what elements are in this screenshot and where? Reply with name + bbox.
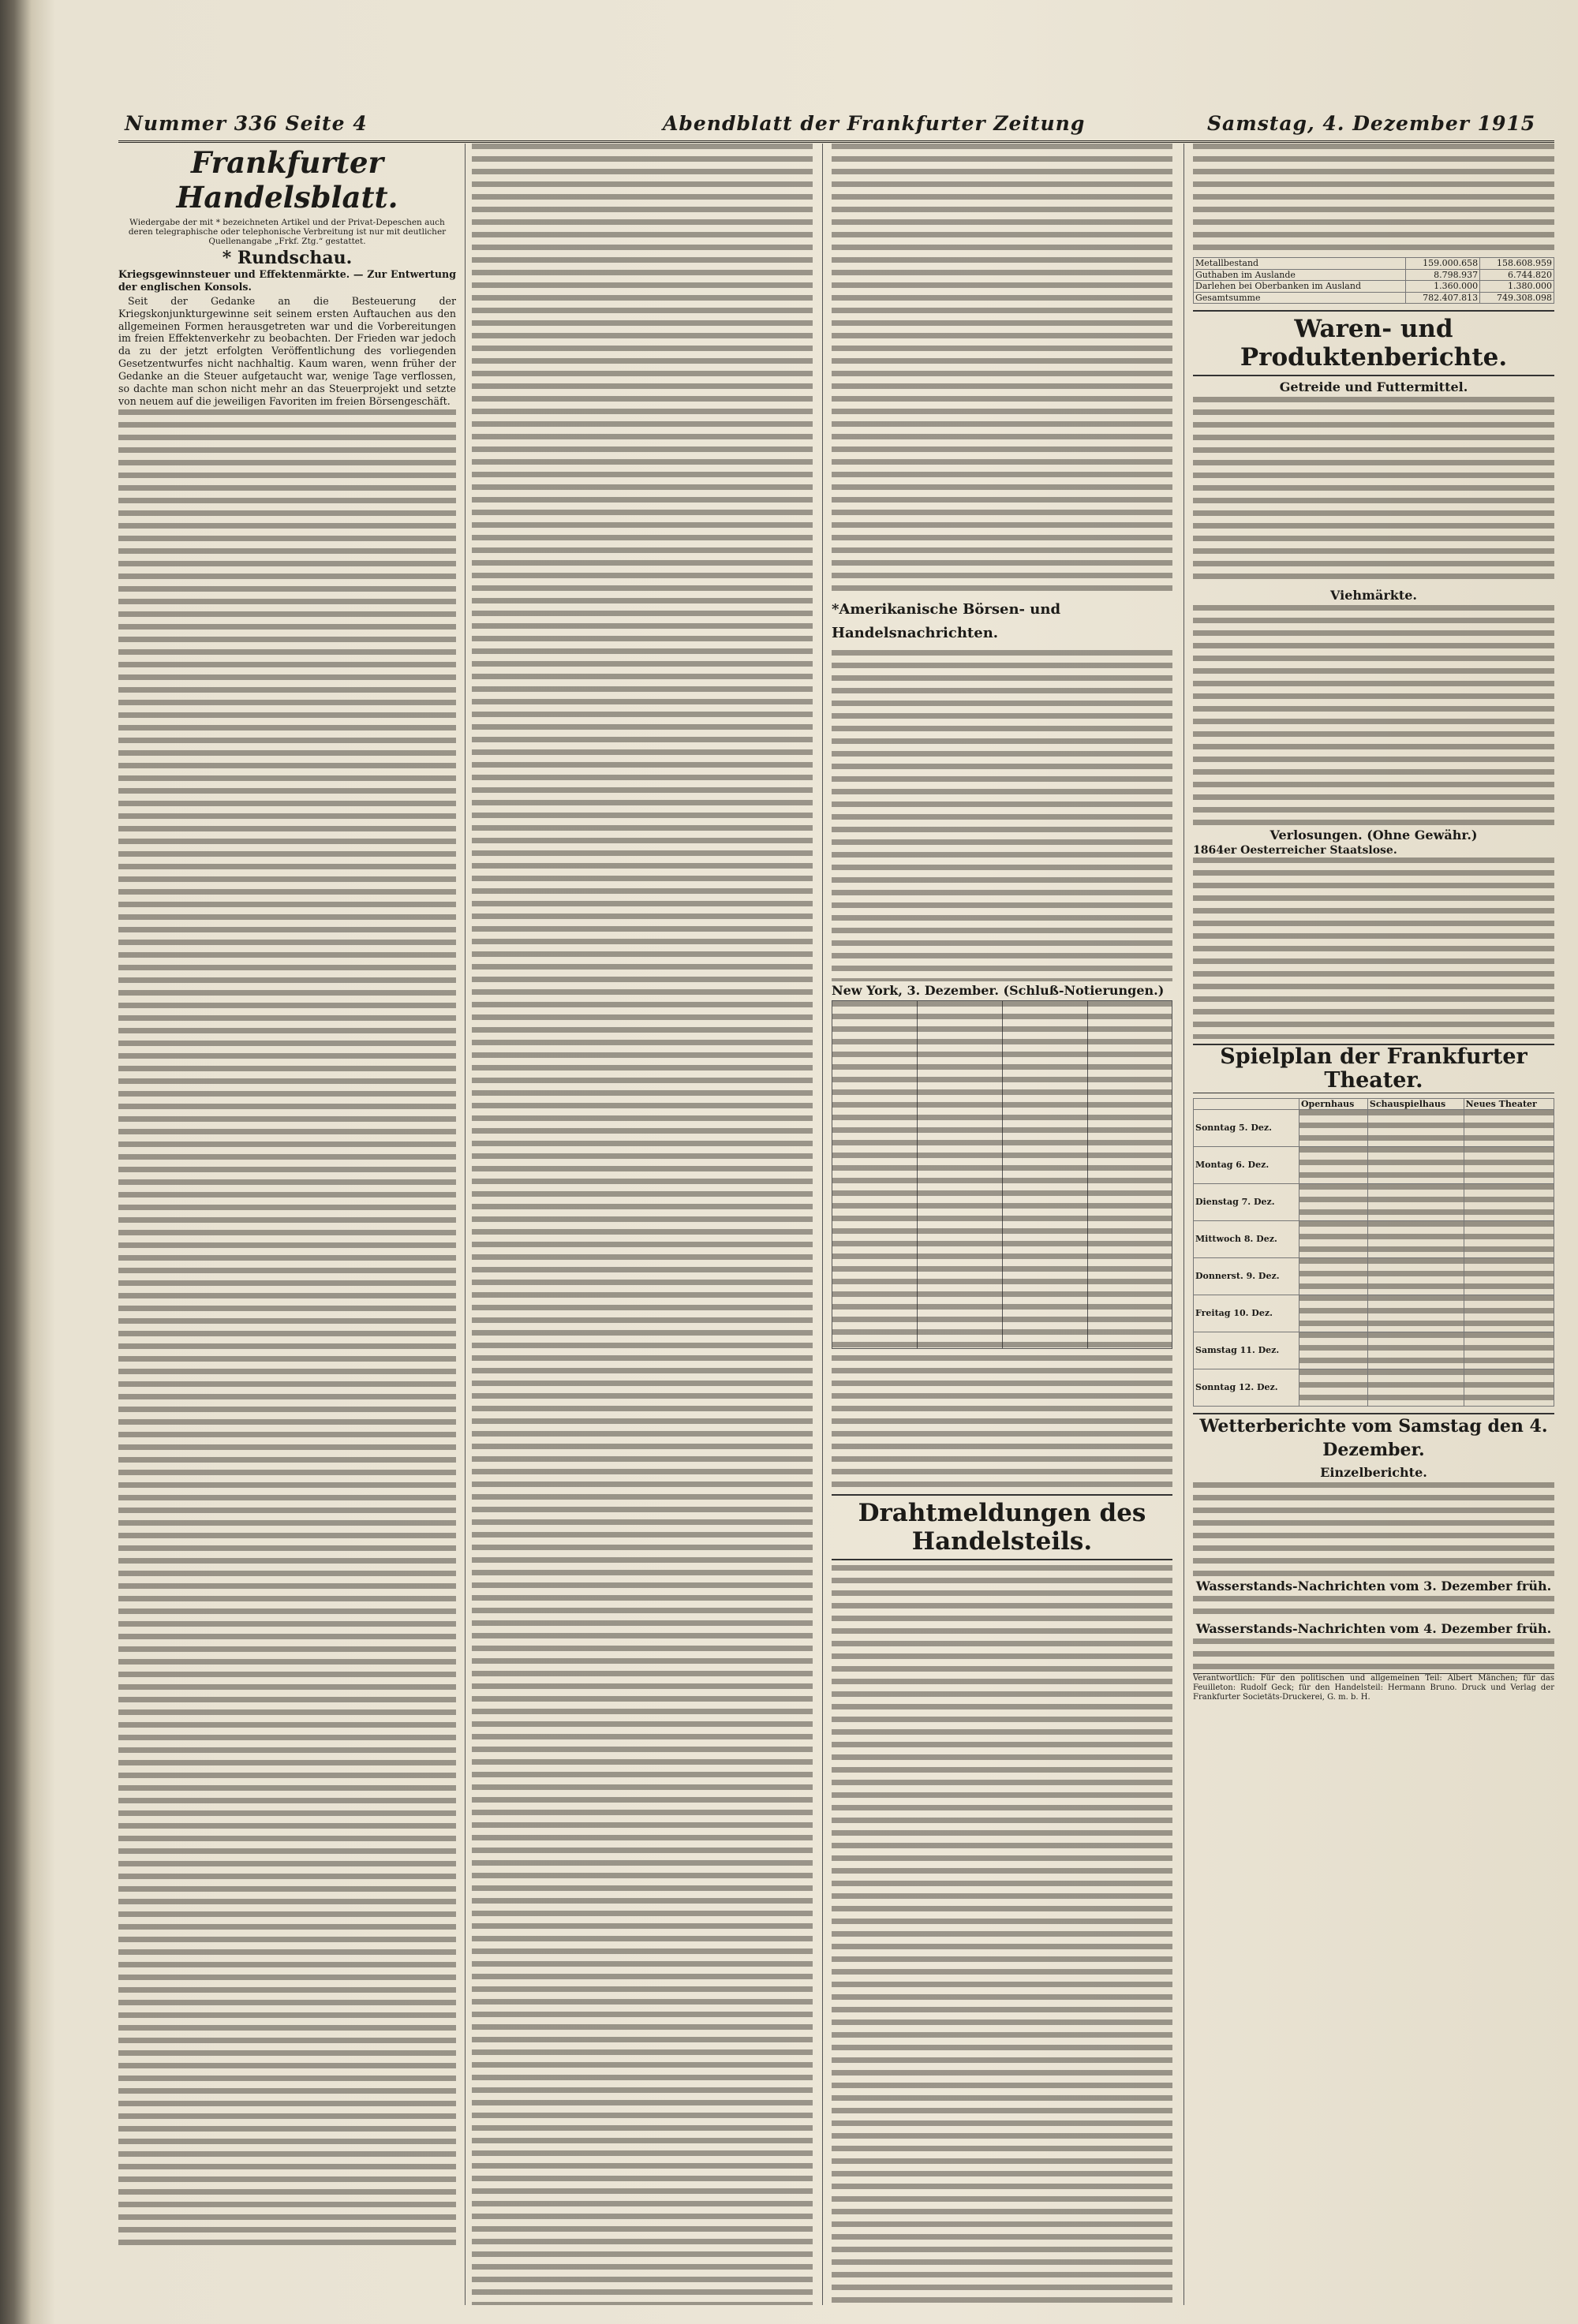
viehmaerkte-heading: Viehmärkte.	[1330, 587, 1417, 603]
einzelberichte-heading: Einzelberichte.	[1320, 1465, 1427, 1481]
bank-cell: 1.380.000	[1480, 281, 1554, 293]
theater-day: Dienstag 7. Dez.	[1194, 1184, 1299, 1221]
theater-day: Montag 6. Dez.	[1194, 1147, 1299, 1184]
column-3	[832, 144, 1172, 2305]
bank-cell: 8.798.937	[1406, 269, 1480, 281]
water-levels-2	[1193, 1638, 1554, 1670]
theater-day: Sonntag 12. Dez.	[1194, 1369, 1299, 1407]
theater-cell	[1464, 1258, 1554, 1295]
weather-heading: Wetterberichte vom Samstag den 4. Dezember.	[1193, 1413, 1554, 1462]
theater-table	[1193, 1098, 1554, 1407]
bank-cell: 6.744.820	[1480, 269, 1554, 281]
theater-cell	[1299, 1221, 1367, 1258]
newspaper-title: Abendblatt der Frankfurter Zeitung	[663, 112, 1086, 135]
wasserstand-heading-2: Wasserstands-Nachrichten vom 4. Dezember früh.	[1195, 1620, 1552, 1636]
theater-cell	[1464, 1147, 1554, 1184]
bank-row	[1194, 292, 1554, 304]
wasserstand-heading-1: Wasserstands-Nachrichten vom 3. Dezember früh.	[1195, 1579, 1552, 1594]
bank-cell: Metallbestand	[1194, 258, 1406, 270]
theater-row	[1194, 1110, 1554, 1147]
bank-row	[1194, 258, 1554, 270]
theater-day: Freitag 10. Dez.	[1194, 1295, 1299, 1332]
theater-column-header: Neues Theater	[1464, 1098, 1554, 1110]
theater-cell	[1464, 1221, 1554, 1258]
article-body	[1193, 397, 1554, 586]
theater-cell	[1299, 1258, 1367, 1295]
page-header	[118, 109, 1554, 143]
article-body	[832, 650, 1172, 981]
theater-cell	[1464, 1332, 1554, 1369]
bank-cell: 159.000.658	[1406, 258, 1480, 270]
cattle-table	[1193, 605, 1554, 826]
bank-cell: 1.360.000	[1406, 281, 1480, 293]
theater-day: Sonntag 5. Dez.	[1194, 1110, 1299, 1147]
bank-statement-table	[1193, 257, 1554, 304]
article-body	[1193, 144, 1554, 254]
bank-cell: 782.407.813	[1406, 292, 1480, 304]
bank-row	[1194, 281, 1554, 293]
theater-cell	[1464, 1184, 1554, 1221]
theater-day: Mittwoch 8. Dez.	[1194, 1221, 1299, 1258]
theater-cell	[1464, 1295, 1554, 1332]
issue-date: Samstag, 4. Dezember 1915	[1207, 112, 1536, 135]
column-rule	[465, 144, 466, 2305]
theater-column-header: Opernhaus	[1299, 1098, 1367, 1110]
theater-heading: Spielplan der Frankfurter Theater.	[1193, 1044, 1554, 1093]
theater-cell	[1299, 1147, 1367, 1184]
article-body	[832, 144, 1172, 593]
american-news-heading: *Amerikanische Börsen- und Handelsnachrichten.	[832, 601, 1061, 641]
stock-table	[832, 1000, 1172, 1349]
waren-heading: Waren- und Produktenberichte.	[1193, 310, 1554, 376]
drahtmeldungen-heading: Drahtmeldungen des Handelsteils.	[832, 1494, 1172, 1560]
weather-table	[1193, 1482, 1554, 1577]
theater-cell	[1367, 1295, 1464, 1332]
verlosungen-heading: Verlosungen. (Ohne Gewähr.)	[1270, 827, 1478, 843]
theater-cell	[1367, 1332, 1464, 1369]
article-body	[118, 409, 456, 2247]
masthead-note: Wiedergabe der mit * bezeichneten Artikel und der Privat-Depeschen auch deren telegraphische oder telephonische Verbreitung ist nur mit deutlicher Quellenangabe „Frkf. Ztg.“ gestattet.	[128, 218, 447, 246]
theater-cell	[1367, 1221, 1464, 1258]
theater-row	[1194, 1369, 1554, 1407]
masthead: Frankfurter Handelsblatt.	[176, 145, 398, 215]
column-2	[472, 144, 813, 2305]
bank-row	[1194, 269, 1554, 281]
theater-cell	[1367, 1184, 1464, 1221]
theater-row	[1194, 1147, 1554, 1184]
theater-cell	[1464, 1369, 1554, 1407]
getreide-heading: Getreide und Futtermittel.	[1279, 379, 1468, 394]
column-rule	[822, 144, 823, 2305]
theater-cell	[1367, 1258, 1464, 1295]
bank-cell: Guthaben im Auslande	[1194, 269, 1406, 281]
article-body	[1193, 857, 1554, 1039]
column-4	[1193, 144, 1554, 2305]
market-title: New York, 3. Dezember. (Schluß-Notierungen.)	[832, 983, 1165, 998]
bank-cell: Gesamtsumme	[1194, 292, 1406, 304]
theater-cell	[1299, 1184, 1367, 1221]
bank-cell: Darlehen bei Oberbanken im Ausland	[1194, 281, 1406, 293]
imprint: Verantwortlich: Für den politischen und allgemeinen Teil: Albert Mänchen; für das Feuilleton: Rudolf Geck; für den Handelsteil: Hermann Bruno. Druck und Verlag der Frankfurter Societäts-Druckerei, G. m. b. H.	[1193, 1673, 1554, 1702]
bank-cell: 158.608.959	[1480, 258, 1554, 270]
theater-column-header: Schauspielhaus	[1367, 1098, 1464, 1110]
article-body	[472, 144, 813, 2305]
binding-gutter	[0, 0, 55, 2324]
article-lead: Seit der Gedanke an die Besteuerung der Kriegskonjunkturgewinne seit seinem ersten Auftauchen aus den allgemeinen Formen herausgetreten war und die Vorbereitungen im freien Effektenverkehr zu beobachten. Der Frieden war jedoch da zu der jetzt erfolgten Veröffentlichung des vorliegenden Gesetzentwurfes nicht nachhaltig. Kaum waren, wenn früher der Gedanke an die Steuer aufgetaucht war, wenige Tage verflossen, so dachte man schon nicht mehr an das Steuerprojekt und setzte von neuem auf die jeweiligen Favoriten im freien Börsengeschäft.	[118, 294, 456, 407]
theater-cell	[1464, 1110, 1554, 1147]
article-body	[832, 1355, 1172, 1489]
page-number: Nummer 336 Seite 4	[125, 112, 368, 135]
article-body	[832, 1565, 1172, 2305]
theater-cell	[1299, 1110, 1367, 1147]
day-column-header	[1194, 1098, 1299, 1110]
section-title: * Rundschau.	[222, 248, 353, 268]
bank-cell: 749.308.098	[1480, 292, 1554, 304]
theater-row	[1194, 1258, 1554, 1295]
staatslose-heading: 1864er Oesterreicher Staatslose.	[1193, 843, 1397, 857]
column-1	[118, 144, 456, 2305]
theater-row	[1194, 1221, 1554, 1258]
article-title: Kriegsgewinnsteuer und Effektenmärkte. — Zur Entwertung der englischen Konsols.	[118, 267, 456, 293]
theater-cell	[1367, 1369, 1464, 1407]
theater-cell	[1299, 1369, 1367, 1407]
theater-day: Donnerst. 9. Dez.	[1194, 1258, 1299, 1295]
theater-row	[1194, 1184, 1554, 1221]
water-levels-1	[1193, 1596, 1554, 1620]
theater-cell	[1299, 1295, 1367, 1332]
theater-cell	[1367, 1110, 1464, 1147]
theater-cell	[1367, 1147, 1464, 1184]
theater-cell	[1299, 1332, 1367, 1369]
theater-row	[1194, 1295, 1554, 1332]
theater-row	[1194, 1332, 1554, 1369]
stock-table-rows	[832, 1001, 1172, 1348]
theater-day: Samstag 11. Dez.	[1194, 1332, 1299, 1369]
